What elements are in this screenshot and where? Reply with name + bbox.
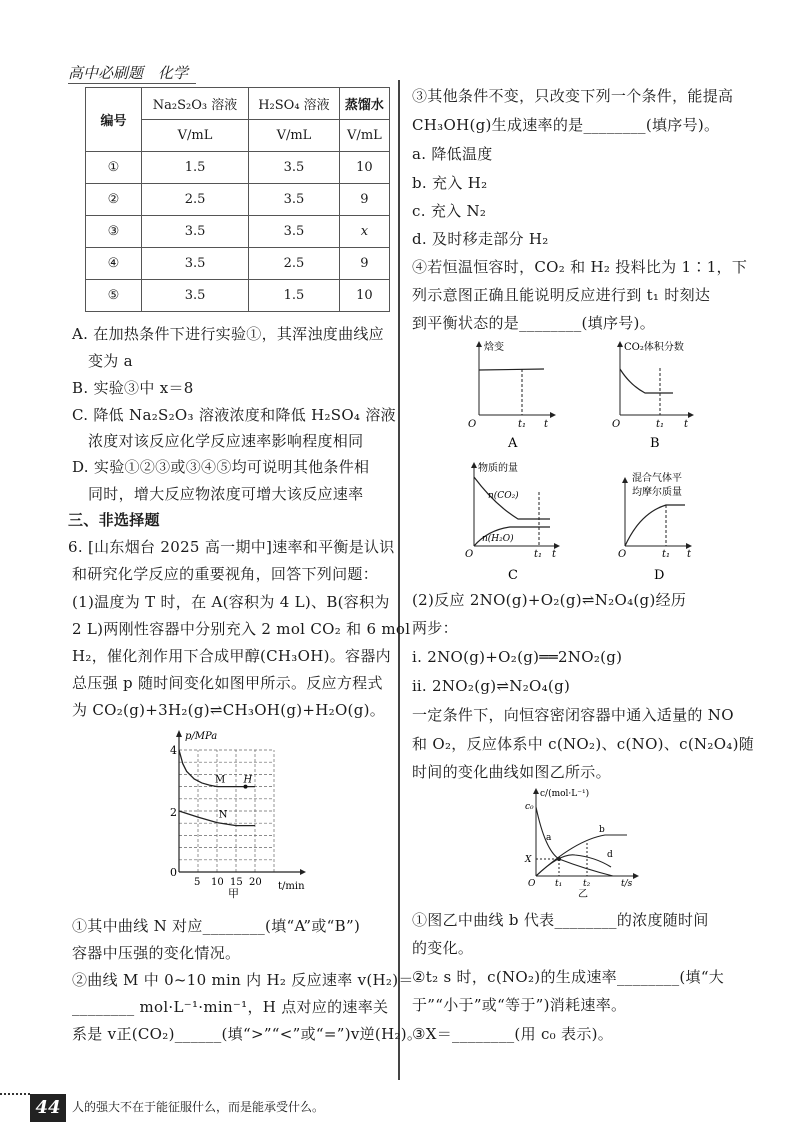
svg-text:A: A (508, 436, 518, 451)
sub-question-2: ②t₂ s 时，c(NO₂)的生成速率________(填“大 (412, 968, 725, 986)
option-d-cont: 同时，增大反应物浓度可增大该反应速率 (88, 485, 364, 503)
series-label-N: N (218, 809, 228, 821)
svg-text:乙: 乙 (578, 889, 588, 900)
page-header: 高中必刷题 化学 (68, 62, 196, 84)
svg-text:t₁: t₁ (534, 549, 543, 560)
sub-question-4-cont: 到平衡状态的是________(填序号)。 (412, 314, 656, 332)
sub-question-2-cont: ________ mol·L⁻¹·min⁻¹，H 点对应的速率关 (72, 998, 389, 1016)
column-divider (398, 80, 400, 1080)
svg-text:t₁: t₁ (662, 549, 671, 560)
table-header: 蒸馏水 (339, 88, 389, 120)
cell: 3.5 (142, 216, 249, 248)
svg-text:t₂: t₂ (583, 879, 591, 889)
cell: 1.5 (249, 280, 340, 312)
x-tick-label: 10 (211, 877, 224, 888)
cell: 3.5 (249, 152, 340, 184)
svg-text:t: t (552, 549, 557, 560)
svg-text:n(H₂O): n(H₂O) (482, 534, 514, 544)
svg-text:B: B (650, 436, 660, 451)
table-unit: V/mL (339, 120, 389, 152)
choice-d: d. 及时移走部分 H₂ (412, 230, 549, 248)
svg-text:O: O (465, 549, 474, 560)
table-row (86, 216, 390, 248)
question-2-cont: 两步： (412, 619, 458, 637)
chart-caption: 甲 (228, 887, 239, 900)
sub-question-2: ②曲线 M 中 0~10 min 内 H₂ 反应速率 v(H₂)＝ (72, 971, 414, 989)
table-row (86, 152, 390, 184)
cell: 10 (339, 280, 389, 312)
sub-question-1: ①其中曲线 N 对应________(填“A”或“B”) (72, 917, 361, 935)
svg-text:t: t (687, 549, 692, 560)
cell: ① (86, 152, 142, 184)
option-a: A. 在加热条件下进行实验①，其浑浊度曲线应 (72, 325, 384, 343)
x-axis-arrow (300, 869, 306, 875)
option-d: D. 实验①②③或③④⑤均可说明其他条件相 (72, 458, 370, 476)
option-c-cont: 浓度对该反应化学反应速率影响程度相同 (88, 432, 364, 450)
intersection-point (557, 857, 561, 861)
svg-text:O: O (468, 419, 477, 430)
sub-question-3-cont: CH₃OH(g)生成速率的是________(填序号)。 (412, 116, 720, 134)
table-header: 编号 (86, 88, 142, 152)
y-tick-label: 2 (170, 806, 177, 819)
x-tick-label: 15 (230, 877, 243, 888)
svg-text:t₁: t₁ (518, 419, 527, 430)
experiment-table (85, 87, 390, 312)
svg-text:D: D (654, 568, 665, 583)
question-text: H₂，催化剂作用下合成甲醇(CH₃OH)。容器内 (72, 647, 391, 665)
cell: ⑤ (86, 280, 142, 312)
sub-question-1: ①图乙中曲线 b 代表________的浓度随时间 (412, 911, 709, 929)
svg-text:d: d (607, 850, 613, 860)
footer-motto: 人的强大不在于能征服什么，而是能承受什么。 (72, 1100, 325, 1114)
svg-text:X: X (525, 855, 532, 865)
svg-text:c₀: c₀ (525, 802, 534, 812)
svg-text:CO₂体积分数: CO₂体积分数 (624, 342, 684, 353)
svg-text:混合气体平: 混合气体平 (632, 473, 682, 484)
option-c: C. 降低 Na₂S₂O₃ 溶液浓度和降低 H₂SO₄ 溶液 (72, 406, 396, 424)
x-tick-label: 5 (194, 877, 201, 888)
cell: ② (86, 184, 142, 216)
y-axis-label: p/MPa (185, 731, 218, 742)
option-a-cont: 变为 a (88, 352, 133, 370)
svg-text:O: O (618, 549, 627, 560)
figure-c (465, 461, 560, 583)
series-label-M: M (215, 774, 226, 786)
table-row (86, 280, 390, 312)
question-text: 2 L)两刚性容器中分别充入 2 mol CO₂ 和 6 mol (72, 620, 411, 638)
cell: ④ (86, 248, 142, 280)
table-header: H₂SO₄ 溶液 (249, 88, 340, 120)
point-label-H: H (243, 774, 253, 786)
cell: 9 (339, 248, 389, 280)
sub-question-1-cont: 的变化。 (412, 939, 474, 957)
svg-text:O: O (528, 879, 536, 889)
cell: 3.5 (142, 248, 249, 280)
sub-question-2-cont: 于”“小于”或“等于”)消耗速率。 (412, 996, 627, 1014)
cell: 2.5 (249, 248, 340, 280)
question-2-text: 时间的变化曲线如图乙所示。 (412, 763, 611, 781)
question-6: 6. [山东烟台 2025 高一期中]速率和平衡是认识 (68, 538, 395, 556)
step-1: ⅰ. 2NO(g)+O₂(g)══2NO₂(g) (412, 648, 623, 666)
figure-b (612, 340, 694, 451)
sub-question-3: ③X＝________(用 c₀ 表示)。 (412, 1025, 614, 1043)
choice-a: a. 降低温度 (412, 145, 493, 163)
table-unit: V/mL (249, 120, 340, 152)
choice-b: b. 充入 H₂ (412, 174, 488, 192)
table-header: Na₂S₂O₃ 溶液 (142, 88, 249, 120)
curve (479, 369, 544, 370)
question-text: 总压强 p 随时间变化如图甲所示。反应方程式 (72, 674, 383, 692)
svg-text:t: t (684, 419, 689, 430)
svg-text:C: C (508, 568, 518, 583)
x-tick-label: 20 (249, 877, 262, 888)
cell: 2.5 (142, 184, 249, 216)
svg-text:t₁: t₁ (656, 419, 665, 430)
sub-question-1-cont: 容器中压强的变化情况。 (72, 944, 241, 962)
chart-jia (150, 725, 330, 900)
table-unit: V/mL (142, 120, 249, 152)
svg-text:t/s: t/s (621, 879, 633, 889)
figure-a (468, 340, 556, 451)
sub-question-3: ③其他条件不变，只改变下列一个条件，能提高 (412, 87, 734, 105)
cell: 9 (339, 184, 389, 216)
question-2: (2)反应 2NO(g)+O₂(g)⇌N₂O₄(g)经历 (412, 591, 687, 609)
svg-text:焓变: 焓变 (484, 342, 504, 353)
svg-text:t₁: t₁ (555, 879, 563, 889)
table-row (86, 184, 390, 216)
cell: ③ (86, 216, 142, 248)
svg-text:t: t (544, 419, 549, 430)
svg-text:a: a (546, 833, 552, 843)
sub-question-4-cont: 列示意图正确且能说明反应进行到 t₁ 时刻达 (412, 286, 711, 304)
y-axis-arrow (176, 730, 182, 737)
cell: 1.5 (142, 152, 249, 184)
cell: x (339, 216, 389, 248)
question-2-text: 一定条件下，向恒容密闭容器中通入适量的 NO (412, 706, 734, 724)
cell: 3.5 (249, 184, 340, 216)
reaction-equation: 为 CO₂(g)+3H₂(g)⇌CH₃OH(g)+H₂O(g)。 (72, 701, 386, 719)
curve (620, 369, 673, 393)
svg-text:O: O (612, 419, 621, 430)
cell: 3.5 (249, 216, 340, 248)
x-axis-label: t/min (278, 881, 305, 892)
svg-text:物质的量: 物质的量 (478, 463, 518, 474)
question-text: (1)温度为 T 时，在 A(容积为 4 L)、B(容积为 (72, 593, 390, 611)
option-b: B. 实验③中 x＝8 (72, 379, 194, 397)
figure-abcd (460, 335, 720, 585)
cell: 10 (339, 152, 389, 184)
cell: 3.5 (142, 280, 249, 312)
section-heading: 三、非选择题 (68, 511, 160, 529)
question-text: 和研究化学反应的重要视角，回答下列问题： (72, 565, 379, 583)
svg-text:c/(mol·L⁻¹): c/(mol·L⁻¹) (540, 789, 590, 799)
svg-text:均摩尔质量: 均摩尔质量 (632, 487, 682, 498)
choice-c: c. 充入 N₂ (412, 202, 487, 220)
page-number: 44 (30, 1094, 66, 1122)
chart-yi (515, 785, 655, 900)
question-2-text: 和 O₂，反应体系中 c(NO₂)、c(NO)、c(N₂O₄)随 (412, 735, 755, 753)
step-2: ⅱ. 2NO₂(g)⇌N₂O₄(g) (412, 677, 571, 695)
figure-d (618, 471, 692, 583)
sub-question-2-cont: 系是 v正(CO₂)______(填“>”“<”或“=”)v逆(H₂)。 (72, 1025, 423, 1043)
svg-text:n(CO₂): n(CO₂) (488, 491, 519, 501)
y-tick-label: 0 (170, 866, 177, 879)
svg-text:b: b (599, 825, 605, 835)
footer-dots (0, 1093, 30, 1095)
table-row (86, 248, 390, 280)
y-tick-label: 4 (170, 744, 177, 757)
curve (625, 505, 685, 546)
sub-question-4: ④若恒温恒容时，CO₂ 和 H₂ 投料比为 1∶1，下 (412, 258, 748, 276)
